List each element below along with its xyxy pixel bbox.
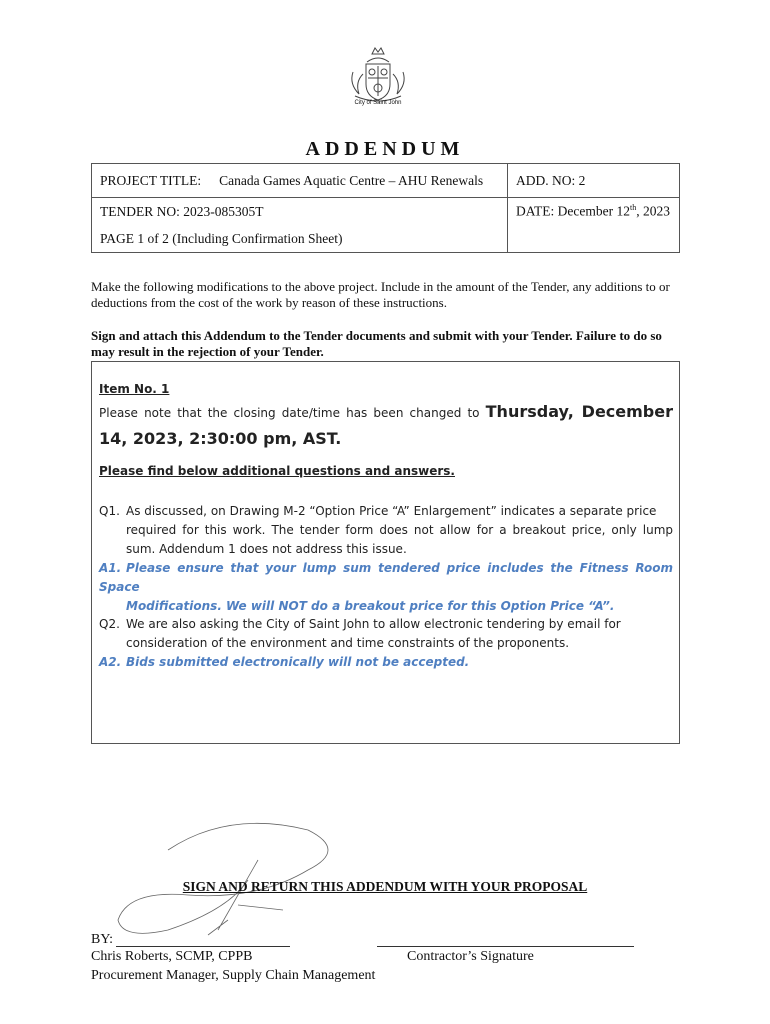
question-text-continued: consideration of the environment and time constraints of the proponents.: [126, 636, 570, 650]
sign-attach-paragraph: Sign and attach this Addendum to the Tender documents and submit with your Tender. Failure to do so may result in the rejection of your Tender.: [91, 328, 662, 359]
project-title-cell: [92, 164, 508, 198]
crest-caption: City of Saint John: [354, 100, 402, 106]
answer-text-continued: Modifications. We will NOT do a breakout price for this Option Price “A”.: [126, 599, 615, 613]
date-text: DATE: December 12: [516, 203, 630, 219]
date-year: , 2023: [636, 203, 670, 219]
question-2: [99, 615, 673, 653]
answer-text: Please ensure that your lump sum tendered price includes the Fitness Room Space: [99, 561, 673, 594]
empty-cell: [508, 225, 680, 253]
project-info-table: [91, 163, 680, 253]
answer-2: [99, 653, 673, 672]
closing-date-notice: [99, 399, 673, 453]
signer-role: Procurement Manager, Supply Chain Management: [91, 968, 376, 983]
project-title-value: Canada Games Aquatic Centre – AHU Renewals: [219, 172, 484, 188]
contractor-signature-label: Contractor’s Signature: [407, 949, 534, 964]
question-number: Q2.: [99, 617, 120, 631]
closing-date: Thursday, December 14, 2023, 2:30:00 pm, AST.: [99, 402, 673, 448]
modifications-paragraph: Make the following modifications to the above project. Include in the amount of the Tender, any additions to or deductions from the cost of the work by reason of these instructions.: [91, 279, 670, 310]
qa-heading: Please find below additional questions and answers.: [99, 464, 455, 478]
question-1: [99, 502, 673, 559]
question-number: Q1.: [99, 504, 120, 518]
item-heading: Item No. 1: [99, 382, 170, 396]
item-box: [91, 361, 680, 744]
contractor-signature-line: [377, 946, 634, 947]
answer-text: Bids submitted electronically will not be accepted.: [126, 655, 470, 669]
page-count: PAGE 1 of 2 (Including Confirmation Sheet): [92, 225, 508, 253]
addendum-number: ADD. NO: 2: [508, 164, 680, 198]
answer-number: A2.: [99, 655, 122, 669]
page-title: ADDENDUM: [305, 138, 465, 160]
addendum-date: [508, 198, 680, 226]
closing-text: Please note that the closing date/time has been changed to: [99, 406, 486, 420]
answer-number: A1.: [99, 561, 122, 575]
answer-1: [99, 559, 673, 616]
date-superscript: th: [629, 203, 637, 213]
by-label: BY:: [91, 932, 114, 947]
question-text: We are also asking the City of Saint John to allow electronic tendering by email for: [126, 617, 621, 631]
by-signature-line: [116, 946, 290, 947]
signer-name: Chris Roberts, SCMP, CPPB: [91, 949, 253, 964]
tender-number: TENDER NO: 2023-085305T: [92, 198, 508, 226]
project-title-label: PROJECT TITLE:: [100, 172, 202, 188]
question-text-continued: required for this work. The tender form does not allow for a breakout price, only lump sum. Addendum 1 does not address this issue.: [126, 523, 673, 556]
sign-return-notice: SIGN AND RETURN THIS ADDENDUM WITH YOUR PROPOSAL: [182, 879, 588, 894]
question-text: As discussed, on Drawing M-2 “Option Price “A” Enlargement” indicates a separate price: [126, 504, 657, 518]
